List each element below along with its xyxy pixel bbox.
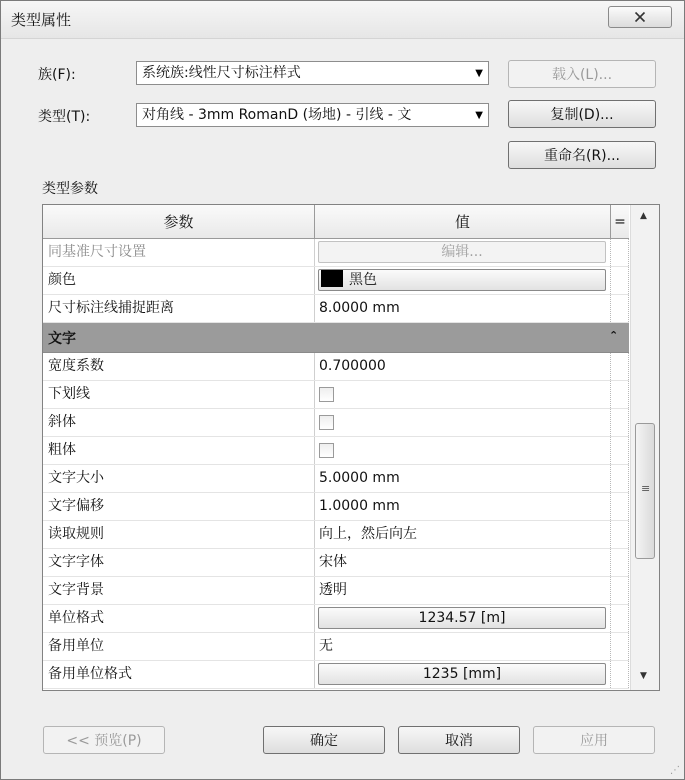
- table-row: [43, 381, 629, 409]
- param-value[interactable]: 1.0000 mm: [315, 493, 611, 520]
- table-row: [43, 577, 629, 605]
- param-value[interactable]: 向上，然后向左: [315, 521, 611, 548]
- row-tail: [611, 239, 629, 266]
- dropdown-arrow-icon: ▼: [475, 68, 483, 79]
- type-params-label: 类型参数: [42, 181, 98, 197]
- table-row: [43, 661, 629, 689]
- param-name: 备用单位: [43, 633, 315, 660]
- param-name: 粗体: [43, 437, 315, 464]
- resize-grip-icon[interactable]: ⋰: [670, 765, 680, 776]
- param-name: 文字大小: [43, 465, 315, 492]
- bold-checkbox[interactable]: [319, 443, 334, 458]
- param-name: 宽度系数: [43, 353, 315, 380]
- param-value[interactable]: 8.0000 mm: [315, 295, 611, 322]
- param-name: 文字背景: [43, 577, 315, 604]
- grip-icon: ≡: [641, 482, 651, 495]
- dropdown-arrow-icon: ▼: [475, 110, 483, 121]
- close-button[interactable]: [608, 6, 672, 28]
- table-row: [43, 549, 629, 577]
- vertical-scrollbar[interactable]: [630, 205, 659, 690]
- param-name: 读取规则: [43, 521, 315, 548]
- table-row: [43, 409, 629, 437]
- close-icon: [634, 11, 646, 23]
- param-value[interactable]: 透明: [315, 577, 611, 604]
- color-name: 黑色: [349, 272, 377, 288]
- param-name: 颜色: [43, 267, 315, 294]
- row-tail: [611, 549, 629, 576]
- param-value[interactable]: 宋体: [315, 549, 611, 576]
- group-header-text[interactable]: [43, 323, 629, 353]
- param-value[interactable]: 无: [315, 633, 611, 660]
- row-tail: [611, 493, 629, 520]
- param-value: [315, 409, 611, 436]
- row-tail: [611, 409, 629, 436]
- grid-header: [43, 205, 629, 239]
- group-name: 文字: [48, 331, 76, 347]
- apply-button[interactable]: 应用: [533, 726, 655, 754]
- row-tail: [611, 295, 629, 322]
- param-name: 尺寸标注线捕捉距离: [43, 295, 315, 322]
- row-tail: [611, 605, 629, 632]
- param-value: [315, 661, 611, 688]
- param-name: 斜体: [43, 409, 315, 436]
- type-select-value: 对角线 - 3mm RomanD (场地) - 引线 - 文: [142, 107, 412, 123]
- family-select-value: 系统族:线性尺寸标注样式: [142, 65, 301, 81]
- scroll-down-arrow-icon[interactable]: ▼: [640, 671, 647, 681]
- unit-format-button[interactable]: 1234.57 [m]: [318, 607, 606, 629]
- table-row: [43, 353, 629, 381]
- scroll-thumb[interactable]: [635, 423, 655, 559]
- collapse-icon[interactable]: ⌃: [609, 329, 619, 342]
- param-value: [315, 239, 611, 266]
- color-button[interactable]: [318, 269, 606, 291]
- row-tail: [611, 633, 629, 660]
- type-label: 类型(T):: [38, 109, 91, 125]
- row-tail: [611, 661, 629, 688]
- column-header-value[interactable]: 值: [315, 205, 611, 238]
- table-row: [43, 295, 629, 323]
- table-row: [43, 605, 629, 633]
- row-tail: [611, 437, 629, 464]
- table-row: [43, 239, 629, 267]
- row-tail: [611, 577, 629, 604]
- param-value: [315, 605, 611, 632]
- alt-unit-format-button[interactable]: 1235 [mm]: [318, 663, 606, 685]
- table-row: [43, 267, 629, 295]
- row-tail: [611, 353, 629, 380]
- row-tail: [611, 381, 629, 408]
- type-parameters-grid: [42, 204, 660, 691]
- param-value: [315, 437, 611, 464]
- table-row: [43, 521, 629, 549]
- table-row: [43, 437, 629, 465]
- scroll-up-arrow-icon[interactable]: ▲: [640, 211, 647, 221]
- column-header-parameter[interactable]: 参数: [43, 205, 315, 238]
- ok-button[interactable]: 确定: [263, 726, 385, 754]
- family-select[interactable]: [136, 61, 489, 85]
- column-header-formula[interactable]: =: [614, 213, 626, 230]
- preview-button[interactable]: << 预览(P): [43, 726, 165, 754]
- title-bar: [1, 1, 684, 39]
- italic-checkbox[interactable]: [319, 415, 334, 430]
- load-button[interactable]: 载入(L)...: [508, 60, 656, 88]
- param-name: 单位格式: [43, 605, 315, 632]
- param-value: [315, 267, 611, 294]
- rename-button[interactable]: 重命名(R)...: [508, 141, 656, 169]
- row-tail: [611, 521, 629, 548]
- row-tail: [611, 267, 629, 294]
- cancel-button[interactable]: 取消: [398, 726, 520, 754]
- duplicate-button[interactable]: 复制(D)...: [508, 100, 656, 128]
- grid-rows: [43, 239, 629, 689]
- param-name: 备用单位格式: [43, 661, 315, 688]
- param-name: 下划线: [43, 381, 315, 408]
- row-tail: [611, 465, 629, 492]
- param-name: 文字字体: [43, 549, 315, 576]
- table-row: [43, 633, 629, 661]
- param-name: 文字偏移: [43, 493, 315, 520]
- underline-checkbox[interactable]: [319, 387, 334, 402]
- table-row: [43, 465, 629, 493]
- window-title: 类型属性: [11, 11, 72, 29]
- param-value[interactable]: 0.700000: [315, 353, 611, 380]
- edit-button[interactable]: 编辑...: [318, 241, 606, 263]
- param-name: 同基准尺寸设置: [43, 239, 315, 266]
- table-row: [43, 493, 629, 521]
- param-value: [315, 381, 611, 408]
- family-label: 族(F):: [38, 67, 76, 83]
- type-select[interactable]: [136, 103, 489, 127]
- color-swatch: [321, 270, 343, 287]
- param-value[interactable]: 5.0000 mm: [315, 465, 611, 492]
